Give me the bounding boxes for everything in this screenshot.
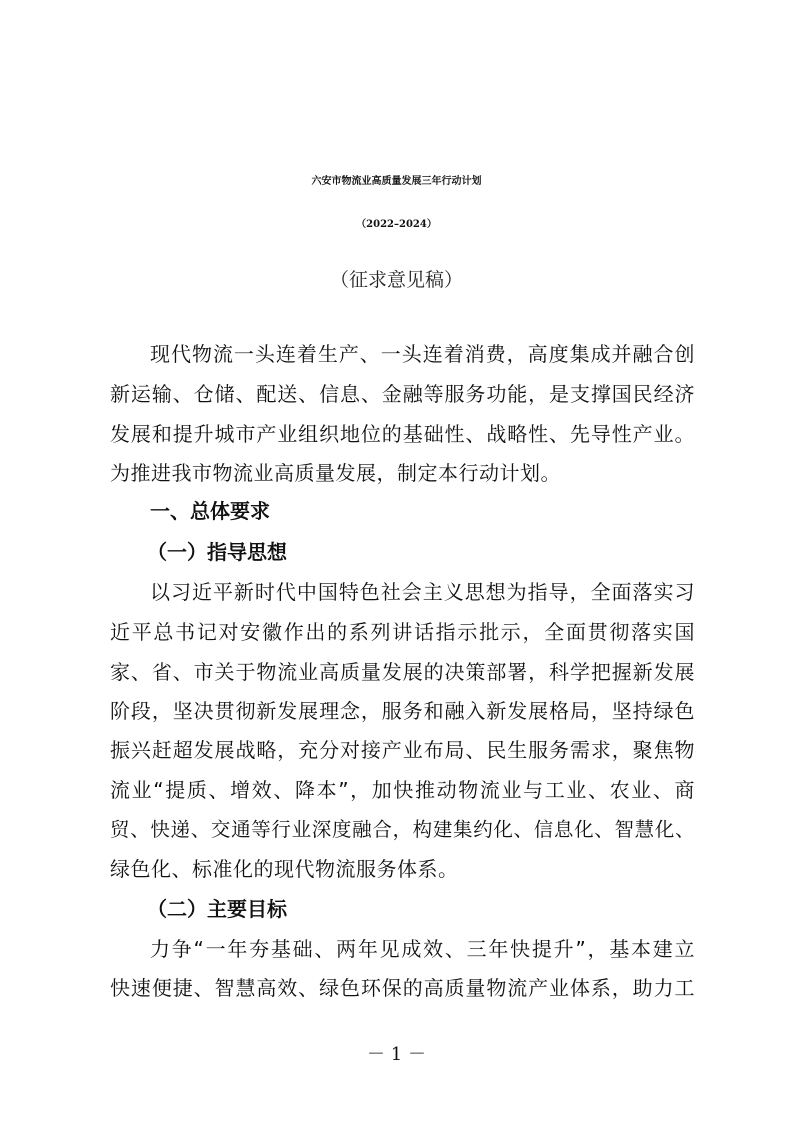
subsection-heading: （一）指导思想 — [147, 540, 287, 564]
paragraph-line: 力争“一年夯基础、两年见成效、三年快提升”，基本建立 — [150, 937, 695, 961]
paragraph-line: 新运输、仓储、配送、信息、金融等服务功能，是支撑国民经济 — [110, 382, 695, 406]
paragraph-line: 快速便捷、智慧高效、绿色环保的高质量物流产业体系，助力工 — [110, 976, 695, 1000]
paragraph-line: 以习近平新时代中国特色社会主义思想为指导，全面落实习 — [150, 580, 695, 604]
document-subtitle: （征求意见稿） — [329, 269, 463, 291]
paragraph-line: 现代物流一头连着生产、一头连着消费，高度集成并融合创 — [150, 342, 695, 366]
paragraph-line: 贸、快递、交通等行业深度融合，构建集约化、信息化、智慧化、 — [110, 818, 695, 841]
page-number: － 1 － — [367, 1044, 426, 1065]
paragraph-line: 振兴赶超发展战略，充分对接产业布局、民生服务需求，聚焦物 — [110, 738, 695, 762]
paragraph-line: 发展和提升城市产业组织地位的基础性、战略性、先导性产业。 — [110, 422, 695, 446]
paragraph-line: 为推进我市物流业高质量发展，制定本行动计划。 — [110, 461, 561, 485]
paragraph-line: 家、省、市关于物流业高质量发展的决策部署，科学把握新发展 — [110, 660, 695, 684]
paragraph-line: 流业“提质、增效、降本”，加快推动物流业与工业、农业、商 — [110, 778, 695, 802]
paragraph-line: 绿色化、标准化的现代物流服务体系。 — [110, 857, 459, 881]
document-title-years: （2022–2024） — [356, 219, 437, 230]
section-heading: 一、总体要求 — [150, 499, 270, 523]
document-title: 六安市物流业高质量发展三年行动计划 — [311, 176, 482, 187]
paragraph-line: 近平总书记对安徽作出的系列讲话指示批示，全面贯彻落实国 — [110, 620, 695, 644]
subsection-heading: （二）主要目标 — [147, 897, 287, 921]
paragraph-line: 阶段，坚决贯彻新发展理念，服务和融入新发展格局，坚持绿色 — [110, 699, 695, 723]
